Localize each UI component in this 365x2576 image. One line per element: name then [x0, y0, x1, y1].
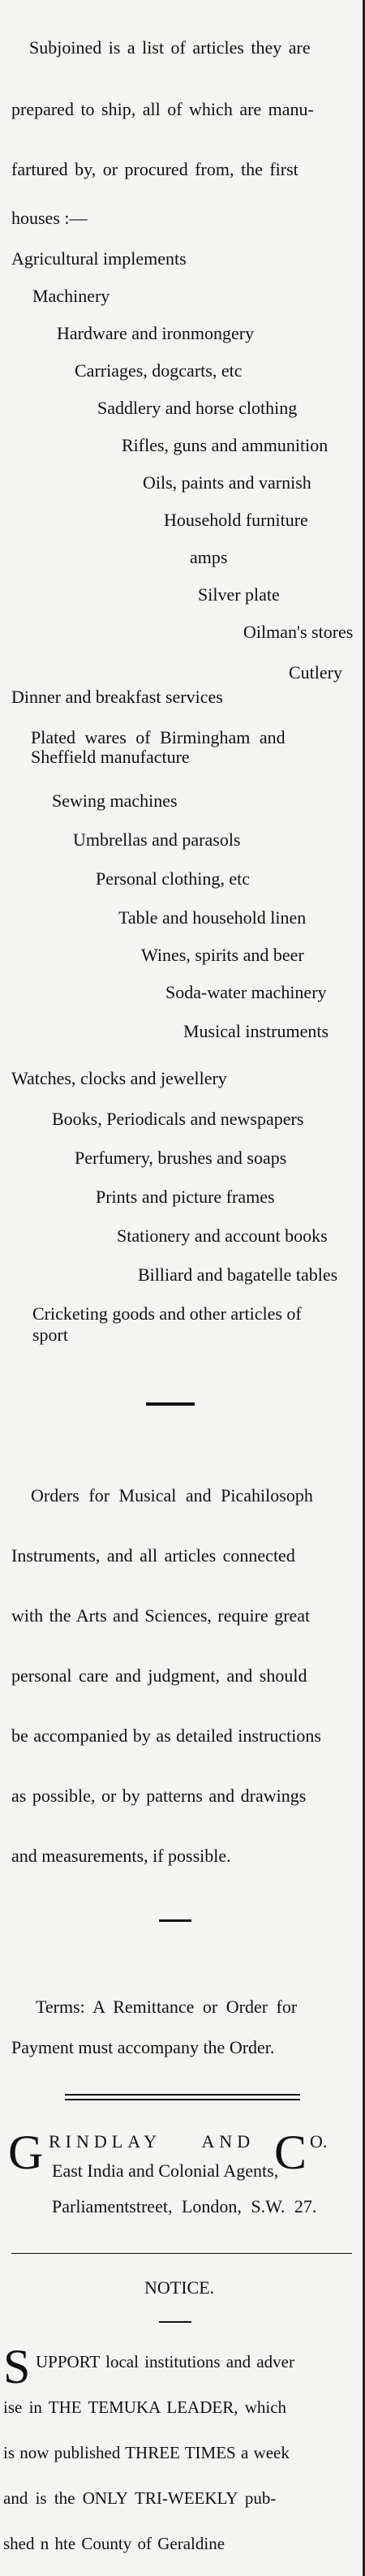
article-item: Perfumery, brushes and soaps [75, 1148, 287, 1168]
article-item: Umbrellas and parasols [73, 829, 241, 850]
firm-line-2: East India and Colonial Agents, [52, 2160, 279, 2181]
intro-line-1: Subjoined is a list of articles they are [29, 37, 311, 58]
notice-heading: NOTICE. [144, 2277, 215, 2298]
article-item: Sheffield manufacture [31, 747, 190, 767]
article-item: Books, Periodicals and newspapers [52, 1109, 304, 1129]
article-item: Musical instruments [183, 1021, 329, 1041]
separator [159, 2321, 191, 2323]
article-item: Table and household linen [118, 907, 307, 928]
notice-line-5: shed n hte County of Geraldine [3, 2534, 225, 2553]
firm-name-end: O. [310, 2131, 328, 2152]
rule [65, 2099, 300, 2100]
article-item: Billiard and bagatelle tables [138, 1264, 338, 1285]
article-item: Plated wares of Birmingham and [31, 727, 286, 747]
article-item: Sewing machines [52, 790, 178, 811]
article-item: Dinner and breakfast services [11, 687, 223, 707]
article-item: Watches, clocks and jewellery [11, 1068, 227, 1088]
article-item: Hardware and ironmongery [57, 323, 255, 343]
article-item: sport [32, 1325, 68, 1345]
article-item: Silver plate [198, 584, 280, 605]
orders-line-6: as possible, or by patterns and drawings [11, 1786, 307, 1806]
separator [146, 1402, 195, 1406]
article-item: amps [190, 547, 228, 567]
notice-line-3: is now published THREE TIMES a week [3, 2443, 290, 2462]
notice-line-2: ise in THE TEMUKA LEADER, which [3, 2397, 287, 2417]
article-item: Stationery and account books [117, 1226, 328, 1246]
article-item: Soda-water machinery [165, 982, 327, 1002]
article-item: Machinery [32, 286, 110, 306]
notice-line-4: and is the ONLY TRI-WEEKLY pub- [3, 2488, 277, 2508]
article-item: Wines, spirits and beer [141, 945, 304, 965]
article-item: Carriages, dogcarts, etc [75, 360, 243, 381]
orders-line-5: be accompanied by as detailed instructions [11, 1725, 321, 1746]
drop-cap-g: G [8, 2126, 44, 2179]
article-item: Cricketing goods and other articles of [32, 1303, 302, 1324]
intro-line-2: prepared to ship, all of which are manu- [11, 99, 314, 119]
separator [159, 1919, 191, 1922]
rule [11, 2253, 352, 2254]
article-item: Oils, paints and varnish [143, 472, 311, 493]
drop-cap-s: S [3, 2340, 31, 2393]
article-item: Saddlery and horse clothing [97, 398, 298, 418]
article-item: Oilman's stores [243, 622, 354, 642]
rule [65, 2094, 300, 2096]
terms-line-2: Payment must accompany the Order. [11, 2037, 275, 2057]
article-item: Personal clothing, etc [96, 868, 251, 889]
article-item: Rifles, guns and ammunition [122, 435, 328, 455]
article-item: Household furniture [164, 510, 308, 530]
orders-line-7: and measurements, if possible. [11, 1846, 231, 1866]
firm-line-3: Parliamentstreet, London, S.W. 27. [52, 2196, 317, 2216]
article-item: Prints and picture frames [96, 1187, 275, 1207]
article-item: Agricultural implements [11, 248, 187, 269]
firm-name: RINDLAY AND [49, 2131, 256, 2152]
drop-cap-c: C [274, 2126, 307, 2179]
intro-line-4: houses :— [11, 208, 88, 228]
orders-line-1: Orders for Musical and Picahilosoph [31, 1485, 313, 1506]
orders-line-3: with the Arts and Sciences, require great [11, 1605, 311, 1626]
intro-line-3: fartured by, or procured from, the first [11, 159, 298, 179]
article-item: Cutlery [289, 662, 342, 683]
terms-line-1: Terms: A Remittance or Order for [36, 1997, 298, 2017]
orders-line-2: Instruments, and all articles connected [11, 1545, 295, 1566]
notice-line-1: UPPORT local institutions and adver [36, 2352, 295, 2371]
orders-line-4: personal care and judgment, and should [11, 1665, 307, 1686]
